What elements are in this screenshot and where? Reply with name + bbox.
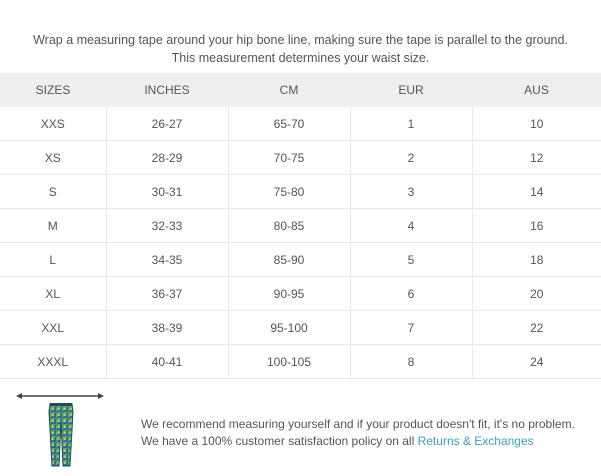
table-row bbox=[0, 175, 601, 209]
size-chart-table bbox=[0, 73, 601, 379]
inches-cell: 26-27 bbox=[106, 107, 228, 141]
inches-cell: 32-33 bbox=[106, 209, 228, 243]
inches-cell: 40-41 bbox=[106, 345, 228, 379]
size-cell: XXL bbox=[0, 311, 106, 345]
column-header-eur: EUR bbox=[350, 73, 472, 107]
eur-cell: 1 bbox=[350, 107, 472, 141]
policy-text bbox=[141, 433, 591, 450]
table-row bbox=[0, 277, 601, 311]
cm-cell: 85-90 bbox=[228, 243, 350, 277]
eur-cell: 8 bbox=[350, 345, 472, 379]
cm-cell: 75-80 bbox=[228, 175, 350, 209]
cm-cell: 100-105 bbox=[228, 345, 350, 379]
leggings-shape bbox=[49, 404, 73, 466]
size-cell: S bbox=[0, 175, 106, 209]
size-cell: M bbox=[0, 209, 106, 243]
cm-cell: 65-70 bbox=[228, 107, 350, 141]
table-row bbox=[0, 107, 601, 141]
aus-cell: 22 bbox=[472, 311, 601, 345]
table-row bbox=[0, 345, 601, 379]
eur-cell: 2 bbox=[350, 141, 472, 175]
table-row bbox=[0, 311, 601, 345]
inches-cell: 34-35 bbox=[106, 243, 228, 277]
size-cell: XXS bbox=[0, 107, 106, 141]
aus-cell: 10 bbox=[472, 107, 601, 141]
arrow-left-icon bbox=[16, 393, 22, 399]
measuring-instructions: Wrap a measuring tape around your hip bone line, making sure the tape is parallel to the ground. This measurement determines your waist size. bbox=[33, 32, 568, 65]
arrow-right-icon bbox=[98, 393, 104, 399]
size-cell: XXXL bbox=[0, 345, 106, 379]
policy-prefix: We have a 100% customer satisfaction policy on all bbox=[141, 434, 418, 448]
aus-cell: 16 bbox=[472, 209, 601, 243]
waistband bbox=[50, 403, 72, 406]
column-header-aus: AUS bbox=[472, 73, 601, 107]
column-header-inches: INCHES bbox=[106, 73, 228, 107]
leggings-icon bbox=[14, 388, 106, 470]
table-header-row bbox=[0, 73, 601, 107]
aus-cell: 20 bbox=[472, 277, 601, 311]
size-cell: XS bbox=[0, 141, 106, 175]
table-row bbox=[0, 209, 601, 243]
aus-cell: 24 bbox=[472, 345, 601, 379]
eur-cell: 5 bbox=[350, 243, 472, 277]
eur-cell: 3 bbox=[350, 175, 472, 209]
column-header-cm: CM bbox=[228, 73, 350, 107]
cm-cell: 90-95 bbox=[228, 277, 350, 311]
column-header-sizes: SIZES bbox=[0, 73, 106, 107]
leggings-waist-illustration bbox=[14, 388, 106, 470]
eur-cell: 4 bbox=[350, 209, 472, 243]
inches-cell: 38-39 bbox=[106, 311, 228, 345]
eur-cell: 6 bbox=[350, 277, 472, 311]
size-cell: XL bbox=[0, 277, 106, 311]
inches-cell: 30-31 bbox=[106, 175, 228, 209]
recommendation-text: We recommend measuring yourself and if your product doesn't fit, it's no problem. bbox=[141, 417, 575, 431]
table-row bbox=[0, 243, 601, 277]
inches-cell: 36-37 bbox=[106, 277, 228, 311]
cm-cell: 70-75 bbox=[228, 141, 350, 175]
aus-cell: 12 bbox=[472, 141, 601, 175]
cm-cell: 80-85 bbox=[228, 209, 350, 243]
aus-cell: 18 bbox=[472, 243, 601, 277]
inches-cell: 28-29 bbox=[106, 141, 228, 175]
aus-cell: 14 bbox=[472, 175, 601, 209]
table-row bbox=[0, 141, 601, 175]
returns-exchanges-link[interactable]: Returns & Exchanges bbox=[417, 434, 534, 448]
eur-cell: 7 bbox=[350, 311, 472, 345]
satisfaction-note bbox=[141, 416, 591, 450]
size-cell: L bbox=[0, 243, 106, 277]
cm-cell: 95-100 bbox=[228, 311, 350, 345]
